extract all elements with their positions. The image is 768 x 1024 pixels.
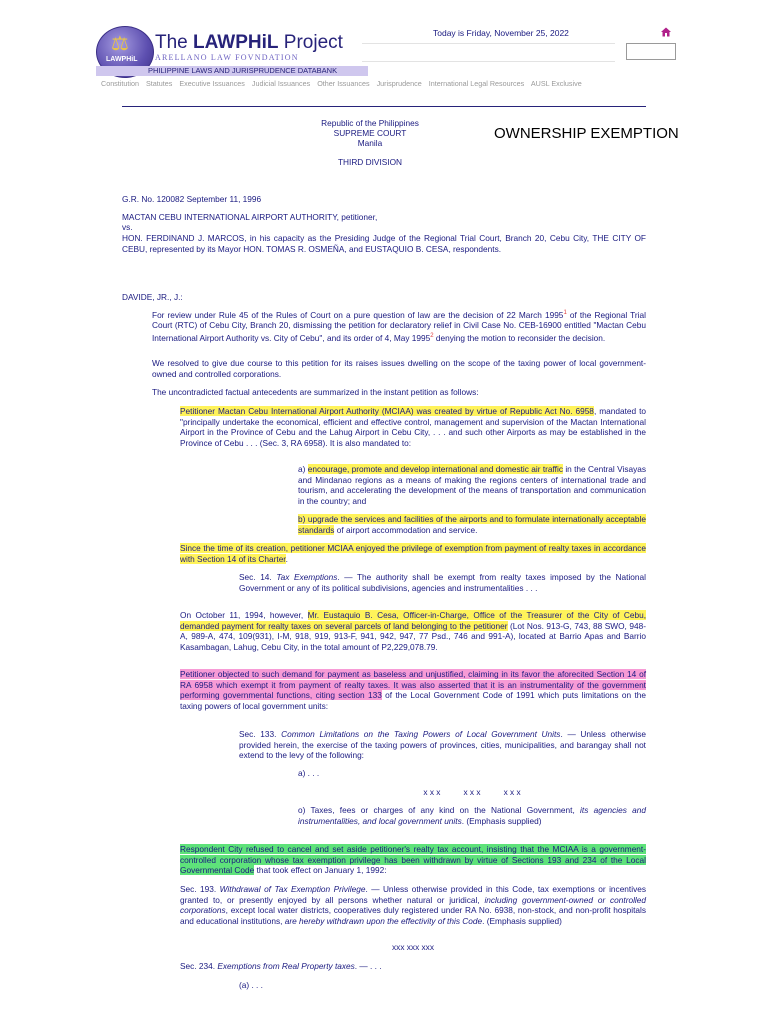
content-rule — [122, 106, 646, 107]
quote-exemption-privilege: Since the time of its creation, petitioner MCIAA enjoyed the privilege of exemption from payment of realty taxes in accordance with Section 14 of its Charter. — [180, 543, 646, 564]
home-icon[interactable] — [660, 26, 672, 38]
today-date: Today is Friday, November 25, 2022 — [433, 28, 569, 38]
nav-jurisprudence[interactable]: Jurisprudence — [376, 79, 422, 88]
gr-number: G.R. No. 120082 September 11, 1996 — [122, 194, 262, 204]
court-name: SUPREME COURT — [333, 128, 407, 138]
court-city: Manila — [357, 138, 383, 148]
databank-banner: PHILIPPINE LAWS AND JURISPRUDENCE DATABANK — [96, 66, 368, 76]
footnote-2-link[interactable]: 2 — [430, 332, 434, 339]
scales-of-justice-icon: ⚖ — [111, 33, 129, 55]
nav-executive-issuances[interactable]: Executive Issuances — [179, 79, 245, 88]
section-133-o: o) Taxes, fees or charges of any kind on the National Government, its agencies and instrumentalities, and local government units. (Emphasis supplied) — [298, 805, 646, 826]
republic-line: Republic of the Philippines — [321, 118, 419, 128]
paragraph-1: For review under Rule 45 of the Rules of Court on a pure question of law are the decision of 22 March 1995$^1$ of the Regional Trial Court (RTC) of Cebu City, Branch 20, dismissing the petition for declaratory relief in Civil Case No. CEB-16900 entitled "Mactan Cebu International Airport Authority vs. City of Cebu", and its order of 4, May 1995$^2$ denying the motion to reconsider the decision. — [152, 309, 646, 343]
respondents: HON. FERDINAND J. MARCOS, in his capacity as the Presiding Judge of the Regional Trial Court, Branch 20, Cebu City, THE CITY OF CEBU, represented by its Mayor HON. TOMAS R. OSMEÑA, and EUSTAQUIO B. CESA, respondents. — [122, 233, 646, 254]
nav-statutes[interactable]: Statutes — [145, 79, 173, 88]
main-nav — [101, 79, 587, 88]
site-brand[interactable]: The LAWPHiL Project — [155, 32, 343, 53]
section-193: Sec. 193. Withdrawal of Tax Exemption Privilege. — Unless otherwise provided in this Code, tax exemptions or incentives granted to, or presently enjoyed by all persons whether natural or juridical, including government-owned or controlled corporations, except local water districts, cooperatives duly registered under RA No. 6938, non-stock, and non-profit hospitals and educational institutions, are hereby withdrawn upon the effectivity of this Code. (Emphasis supplied) — [180, 884, 646, 926]
ponente: DAVIDE, JR., J.: — [122, 292, 183, 302]
nav-constitution[interactable]: Constitution — [101, 79, 139, 88]
overlay-title: OWNERSHIP EXEMPTION — [494, 125, 679, 142]
division: THIRD DIVISION — [337, 157, 403, 167]
omission-marks-short: xxx xxx xxx — [392, 942, 434, 952]
petitioner: MACTAN CEBU INTERNATIONAL AIRPORT AUTHORITY, petitioner, — [122, 212, 378, 222]
quote-tax-demand: On October 11, 1994, however, Mr. Eustaquio B. Cesa, Officer-in-Charge, Office of the Treasurer of the City of Cebu, demanded payment for realty taxes on several parcels of land belonging to the petitioner (Lot Nos. 913-G, 743, 88 SWO, 948-A, 989-A, 474, 109(931), I-M, 918, 919, 913-F, 941, 942, 947, 77 Psd., 746 and 991-A), located at Barrio Apas and Barrio Kasambagan, Lahug, Cebu City, in the total amount of P2,229,078.79. — [180, 610, 646, 652]
mandate-a: a) encourage, promote and develop international and domestic air traffic in the Central Visayas and Mindanao regions as a means of making the regions centers of international trade and tourism, and accelerating the development of the means of transportation and communication in the country; and — [298, 464, 646, 506]
quote-respondent-refusal: Respondent City refused to cancel and set aside petitioner's realty tax account, insisting that the MCIAA is a government-controlled corporation whose tax exemption privilege has been withdrawn by virtue of Sections 193 and 234 of the Local Governmental Code that took effect on January 1, 1992: — [180, 844, 646, 876]
section-234-a: (a) . . . — [239, 980, 263, 990]
quote-mciaa-creation: Petitioner Mactan Cebu International Airport Authority (MCIAA) was created by virtue of Republic Act No. 6958, mandated to "principally undertake the economical, efficient and effective control, management and supervision of the Mactan International Airport in the Province of Cebu and the Lahug Airport in Cebu City, . . . and such other Airports as may be established in the Province of Cebu . . . (Sec. 3, RA 6958). It is also mandated to: — [180, 406, 647, 448]
header-divider — [362, 43, 615, 62]
logo-text: LAWPHiL — [106, 56, 138, 63]
paragraph-2: We resolved to give due course to this petition for its raises issues dwelling on the scope of the taxing power of local government-owned and controlled corporations. — [152, 358, 646, 379]
section-133-a: a) . . . — [298, 768, 320, 778]
nav-judicial-issuances[interactable]: Judicial Issuances — [251, 79, 311, 88]
quote-objection: Petitioner objected to such demand for payment as baseless and unjustified, claiming in its favor the aforecited Section 14 of RA 6958 which exempt it from payment of realty taxes. It was also asserted that it is an instrumentality of the government performing governmental functions, citing section 133 of the Local Government Code of 1991 which puts limitations on the taxing powers of local government units: — [180, 669, 646, 711]
nav-other-issuances[interactable]: Other Issuances — [317, 79, 370, 88]
foundation-name: ARELLANO LAW FOVNDATION — [155, 53, 299, 62]
mandate-b: b) upgrade the services and facilities of the airports and to formulate internationally acceptable standards of airport accommodation and service. — [298, 514, 646, 535]
omission-marks: x x x x x x x x x — [423, 787, 521, 797]
search-input[interactable] — [626, 43, 676, 60]
section-14: Sec. 14. Tax Exemptions. — The authority shall be exempt from realty taxes imposed by the National Government or any of its political subdivisions, agencies and instrumentalities . . . — [239, 572, 646, 593]
footnote-1-link[interactable]: 1 — [563, 310, 567, 316]
nav-international-legal-resources[interactable]: International Legal Resources — [428, 79, 525, 88]
section-133: Sec. 133. Common Limitations on the Taxing Powers of Local Government Units. — Unless otherwise provided herein, the exercise of the taxing powers of provinces, cities, municipalities, and barangay shall not extend to the levy of the following: — [239, 729, 646, 761]
section-234: Sec. 234. Exemptions from Real Property taxes. — . . . — [180, 961, 382, 971]
versus: vs. — [122, 222, 133, 232]
paragraph-3: The uncontradicted factual antecedents are summarized in the instant petition as follows: — [152, 387, 479, 397]
nav-ausl-exclusive[interactable]: AUSL Exclusive — [530, 79, 582, 88]
